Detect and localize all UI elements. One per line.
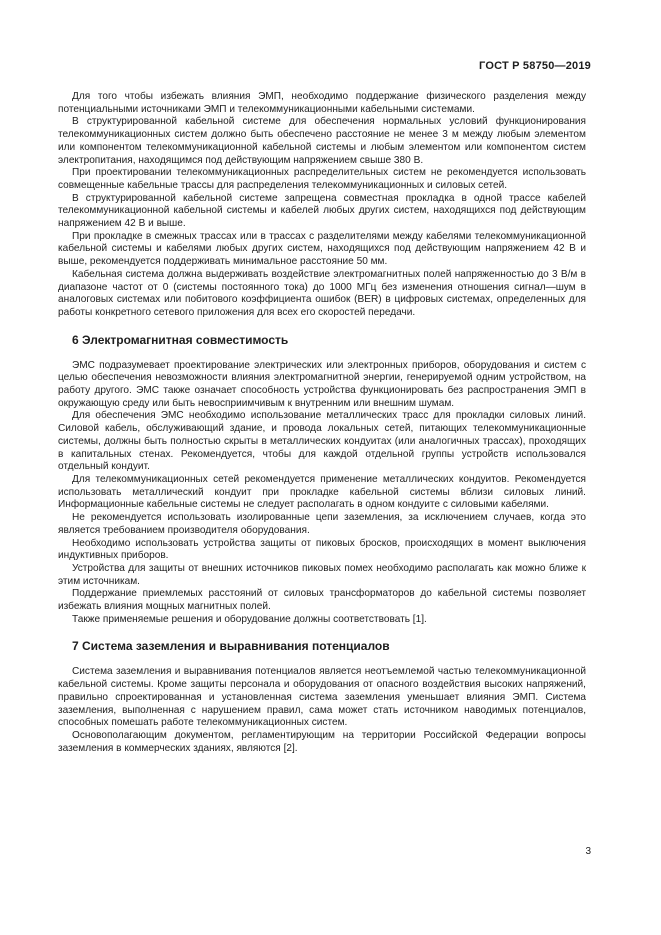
section-heading-6: 6 Электромагнитная совместимость [72, 332, 289, 347]
paragraph: В структурированной кабельной системе для обеспечения нормальных условий функционирования телекоммуникационных систем должно быть обеспечено расстояние не менее 3 м между любым элементом или компонентом телекоммуникационной кабельной системы и любым элементом или компонентом систем электропитания, находящимся под действующим напряжением свыше 380 В. [58, 116, 586, 166]
paragraph: Для телекоммуникационных сетей рекомендуется применение металлических кондуитов. Рекомендуется использовать металлический кондуит при прокладке кабельной системы вблизи силовых линий. Информационные кабельные системы не следует располагать в одном кондуите с силовыми кабелями. [58, 473, 586, 511]
section-7 [58, 666, 586, 755]
paragraph: ЭМС подразумевает проектирование электрических или электронных приборов, оборудования и систем с целью обеспечения невозможности влияния электромагнитной энергии, генерируемой одним устройством, на работу другого. ЭМС также означает способность устройства функционировать без распространения ЭМП в окружающую среду или быть невосприимчивым к внутренним или внешним шумам. [58, 359, 586, 409]
page-number: 3 [585, 846, 591, 857]
document-id: ГОСТ Р 58750—2019 [479, 60, 591, 72]
paragraph: Для того чтобы избежать влияния ЭМП, необходимо поддержание физического разделения между потенциальными источниками ЭМП и телекоммуникационными кабельными системами. [58, 91, 586, 115]
paragraph: Система заземления и выравнивания потенциалов является неотъемлемой частью телекоммуникационной кабельной системы. Кроме защиты персонала и оборудования от опасного воздействия высоких напряжений, правильно спроектированная и установленная система заземления уменьшает влияния ЭМП. Система заземления, выполненная с нарушением правил, сама может стать источником наводимых потенциалов, способных помешать работе телекоммуникационных систем. [58, 666, 586, 729]
paragraph: Кабельная система должна выдерживать воздействие электромагнитных полей напряженностью до 3 В/м в диапазоне частот от 0 (системы постоянного тока) до 1000 МГц без изменения отношения сигнал—шум в аналоговых системах или побитового коэффициента ошибок (BER) в цифровых системах, определенных для работы конкретного сетевого приложения для всех его скоростей передачи. [58, 268, 586, 318]
intro-section [58, 91, 586, 320]
paragraph: Основополагающим документом, регламентирующим на территории Российской Федерации вопросы заземления в коммерческих зданиях, являются [2]. [58, 729, 586, 754]
paragraph: Для обеспечения ЭМС необходимо использование металлических трасс для прокладки силовых линий. Силовой кабель, обслуживающий здание, и провода локальных сетей, питающих телекоммуникационные системы, должны быть полностью скрыты в металлических кондуитах (или аналогичных трассах), проходящих в капитальных стенах. Рекомендуется, чтобы для каждой отдельной группы устройств использовался отдельный кондуит. [58, 410, 586, 473]
paragraph: Также применяемые решения и оборудование должны соответствовать [1]. [72, 613, 427, 625]
paragraph: Устройства для защиты от внешних источников пиковых помех необходимо располагать как можно ближе к этим источникам. [58, 562, 586, 587]
section-heading-7: 7 Система заземления и выравнивания потенциалов [72, 639, 390, 654]
paragraph: Не рекомендуется использовать изолированные цепи заземления, за исключением случаев, когда это является требованием производителя оборудования. [58, 512, 586, 536]
paragraph: При проектировании телекоммуникационных распределительных систем не рекомендуется использовать совмещенные кабельные трассы для распределения телекоммуникационных и силовых сетей. [58, 167, 586, 191]
paragraph: Поддержание приемлемых расстояний от силовых трансформаторов до кабельной системы позволяет избежать влияния мощных магнитных полей. [58, 588, 586, 613]
section-6 [58, 360, 586, 627]
paragraph: Необходимо использовать устройства защиты от пиковых бросков, происходящих в момент выключения индуктивных приборов. [58, 537, 586, 562]
paragraph: В структурированной кабельной системе запрещена совместная прокладка в одной трассе кабелей телекоммуникационной кабельной системы и кабелей любых других систем, находящихся под действующим напряжением 42 В и выше. [58, 192, 586, 230]
page-content [58, 91, 586, 755]
paragraph: При прокладке в смежных трассах или в трассах с разделителями между кабелями телекоммуникационной кабельной системы и кабелями любых других систем, находящихся под действующим напряжением 42 В и выше, рекомендуется поддерживать минимальное расстояние 50 мм. [58, 230, 586, 268]
